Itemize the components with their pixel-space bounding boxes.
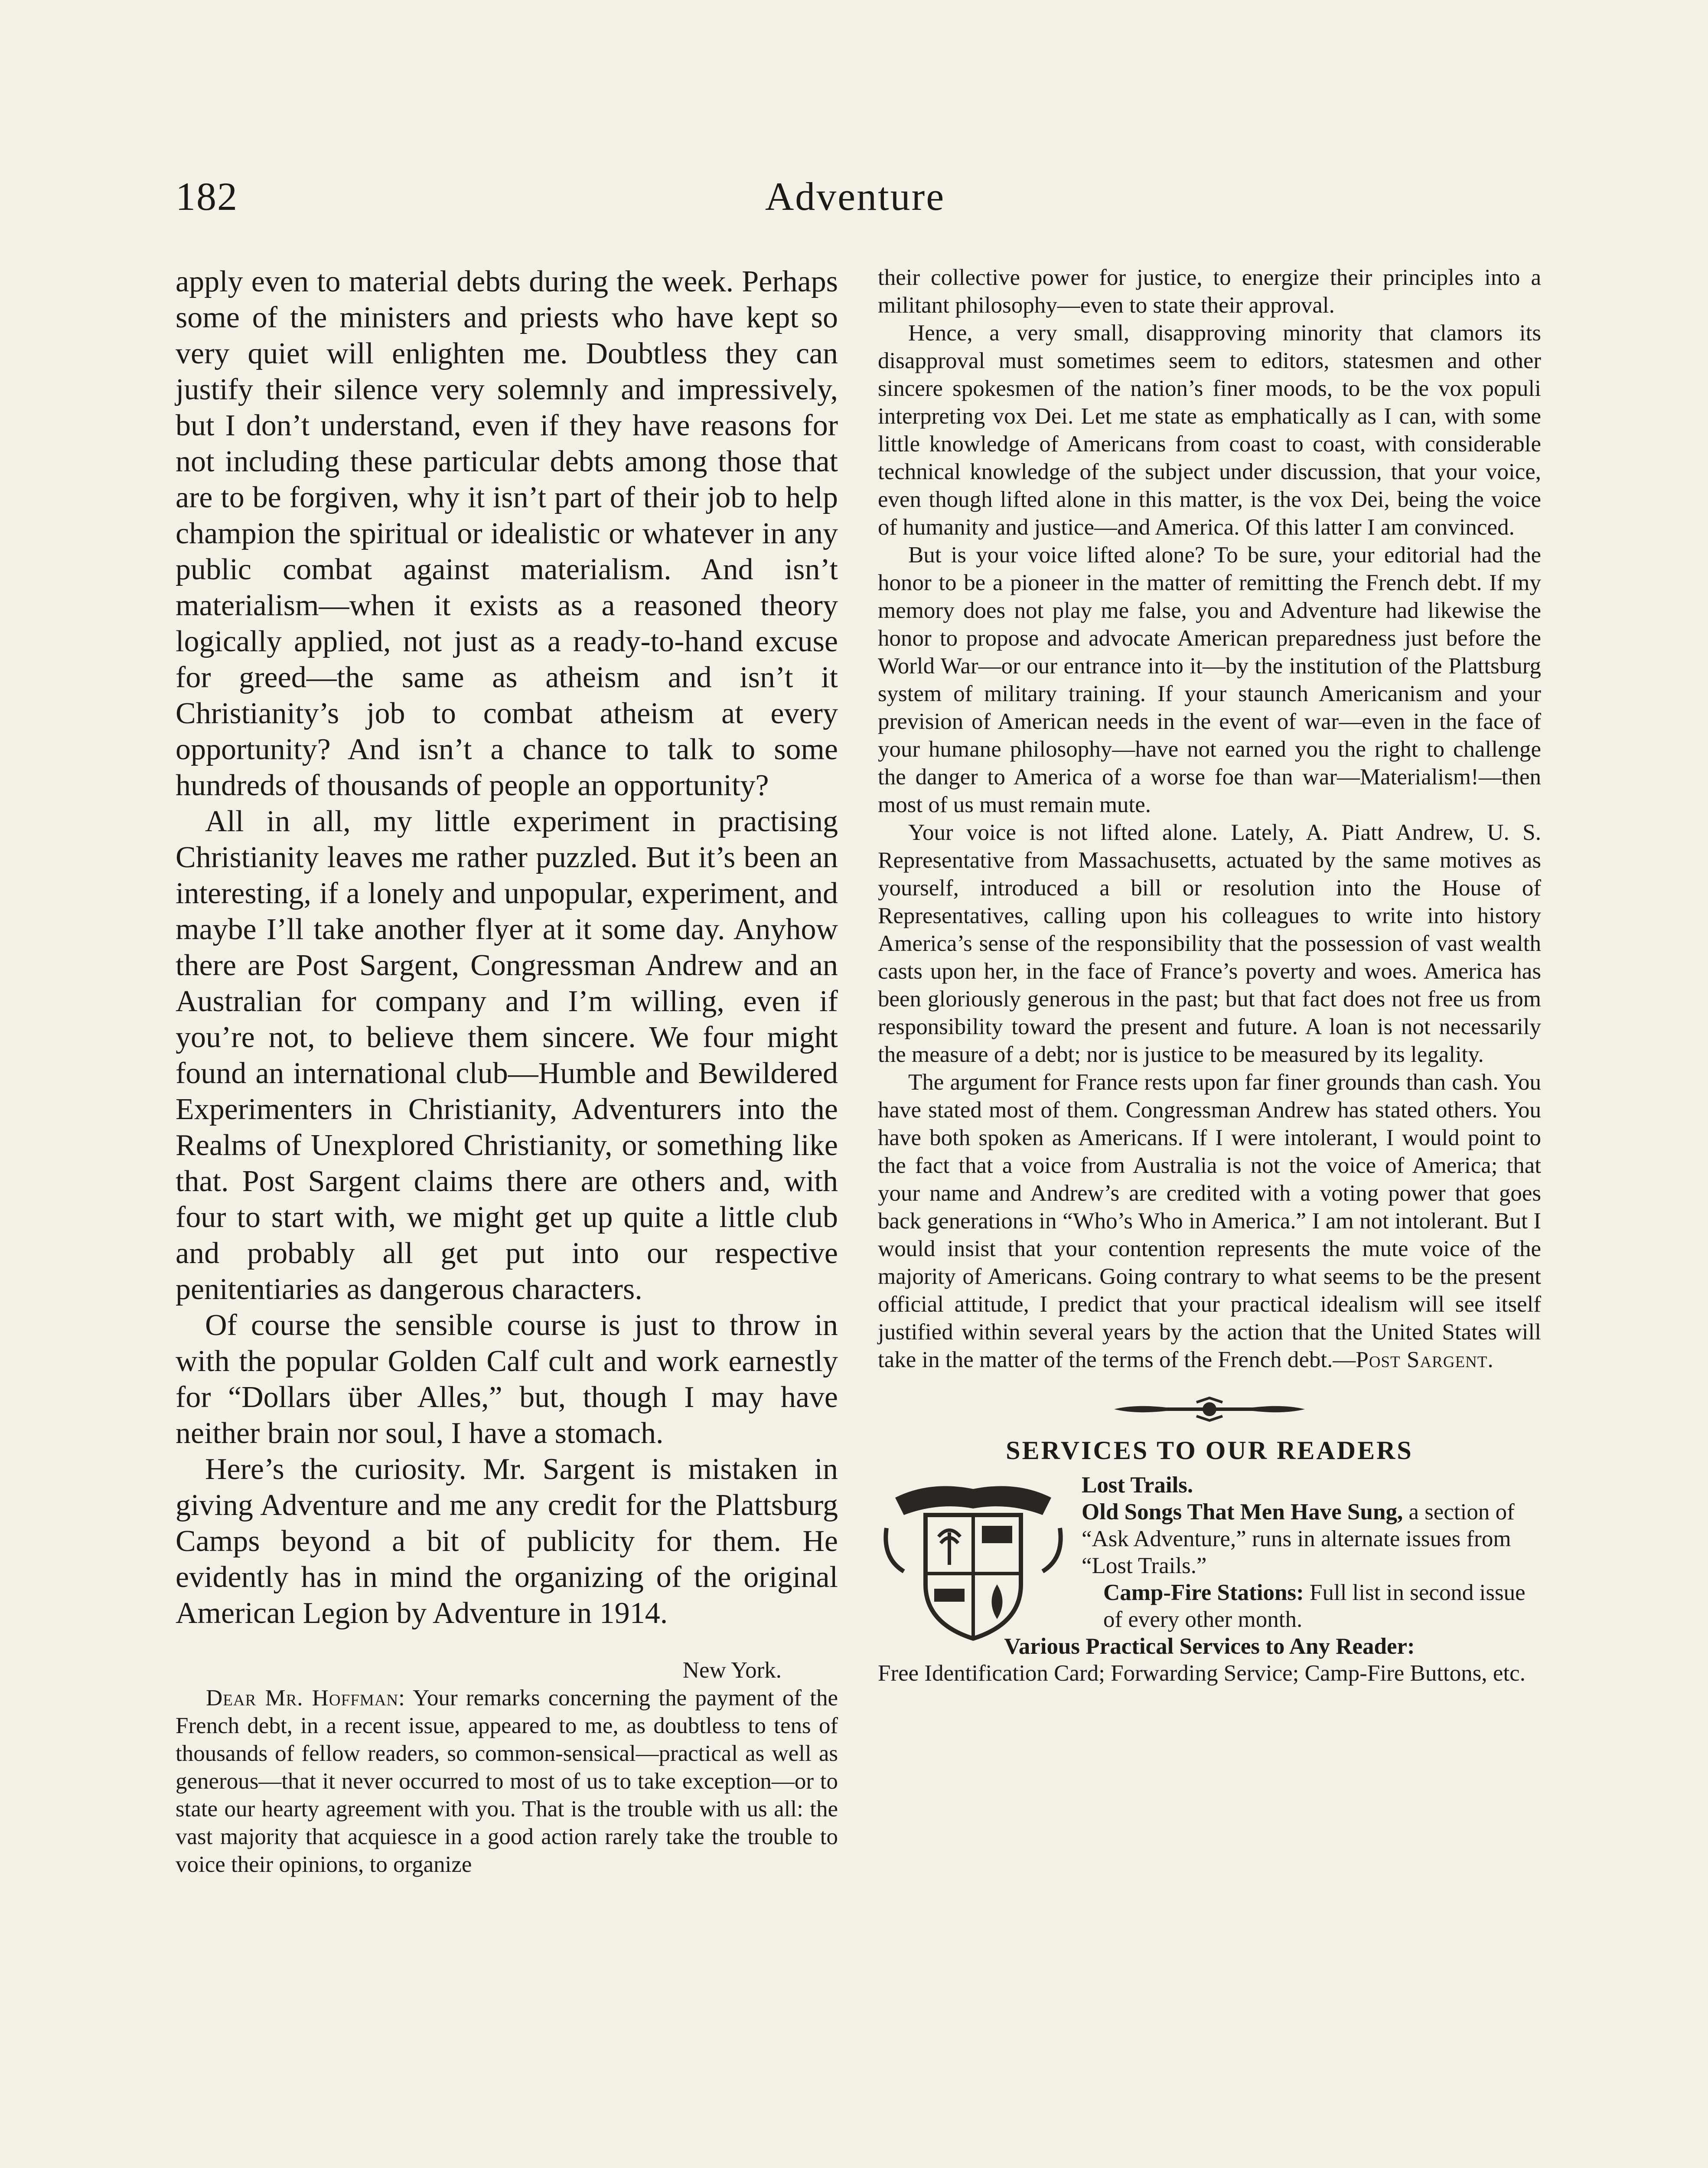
right-column [878,264,1541,1687]
services-heading: SERVICES TO OUR READERS [1006,1436,1413,1465]
paragraph: Of course the sensible course is just to throw in with the popular Golden Calf cult and work earnestly for “Dollars über Alles,” but, though I may have neither brain nor soul, I have a stomach. [176,1309,838,1450]
practical-services-text: Free Identification Card; Forwarding Service; Camp-Fire Buttons, etc. [878,1661,1525,1686]
letter-opening-paragraph [176,1684,838,1878]
ornamental-divider [1110,1396,1309,1422]
letter-start [176,1656,838,1878]
campfire-title: Camp-Fire Stations: [1103,1580,1304,1605]
services-block [878,1472,1541,1687]
letter-continued [878,264,1541,1374]
letter-opening-text: Your remarks concerning the payment of the French debt, in a recent issue, appeared to me, as doubtless to tens of thousands of fellow readers, so common-sensical—practical as well as generous—that it never occurred to most of us to take exception—or to state our hearty agreement with you. That is the trouble with us all: the vast majority that acquiesce in a good action rarely take the trouble to voice their opinions, to organize [176,1685,838,1877]
practical-services-title: Various Practical Services to Any Reader: [1004,1634,1415,1659]
old-songs-text: a section of “Ask Adventure,” runs in alternate issues from “Lost Trails.” [1082,1499,1515,1578]
paragraph: Your voice is not lifted alone. Lately, A. Piatt Andrew, U. S. Representative from Massachusetts, actuated by the same motives as yourself, introduced a bill or resolution into the House of Representatives, calling upon his colleagues to write into history America’s sense of the responsibility that the possession of vast wealth casts upon her, in the face of France’s poverty and woes. America has been gloriously generous in the past; but that fact does not free us from responsibility toward the present and future. A loan is not necessarily the measure of a debt; nor is justice to be measured by its legality. [878,820,1541,1067]
paragraph [878,1068,1541,1374]
paragraph: Here’s the curiosity. Mr. Sargent is mistaken in giving Adventure and me any credit for the Plattsburg Camps beyond a bit of publicity for them. He evidently has in mind the organizing of the original American Legion by Adventure in 1914. [176,1453,838,1630]
paragraph: their collective power for justice, to energize their principles into a militant philosophy—even to state their approval. [878,265,1541,318]
paragraph-text: The argument for France rests upon far finer grounds than cash. You have stated most of them. Congressman Andrew has stated others. You have both spoken as Americans. If I were intolerant, I would point to the fact that a voice from Australia is not the voice of America; that your name and Andrew’s are credited with a voting power that goes back generations in “Who’s Who in America.” I am not intolerant. But I would insist that your contention represents the mute voice of the majority of Americans. Going contrary to what seems to be the present official attitude, I predict that your practical idealism will see itself justified within several years by the action that the United States will take in the matter of the terms of the French debt.— [878,1070,1541,1372]
left-column [176,264,838,1878]
old-songs-title: Old Songs That Men Have Sung, [1082,1499,1403,1525]
paragraph: apply even to material debts during the week. Perhaps some of the ministers and priests who have kept so very quiet will enlighten me. Doubtless they can justify their silence very solemnly and impressively, but I don’t understand, even if they have reasons for not including these particular debts among those that are to be forgiven, why it isn’t part of their job to help champion the spiritual or idealistic or whatever in any public combat against materialism. And isn’t materialism—when it exists as a reasoned theory logically applied, not just as a ready-to-hand excuse for greed—the same as atheism and isn’t it Christianity’s job to combat atheism at every opportunity? And isn’t a chance to talk to some hundreds of thousands of people an opportunity? [176,265,838,802]
paragraph: But is your voice lifted alone? To be sure, your editorial had the honor to be a pioneer in the matter of remitting the French debt. If my memory does not play me false, you and Adventure had likewise the honor to propose and advocate American preparedness just before the World War—or our entrance into it—by the institution of the Plattsburg system of military training. If your staunch Americanism and your prevision of American needs in the event of war—even in the face of your humane philosophy—have not earned you the right to challenge the danger to America of a worse foe than war—Materialism!—then most of us must remain mute. [878,542,1541,817]
letter-dateline: New York. [682,1658,782,1683]
running-title: Adventure [765,174,945,219]
letter-signature: Post Sargent. [1356,1347,1494,1372]
editorial-text [176,264,838,1631]
page-number: 182 [176,174,238,219]
paragraph: All in all, my little experiment in practising Christianity leaves me rather puzzled. But it’s been an interesting, if a lonely and unpopular, experiment, and maybe I’ll take another flyer at it some day. Anyhow there are Post Sargent, Congressman Andrew and an Australian for company and I’m willing, even if you’re not, to believe them sincere. We four might found an international club—Humble and Bewildered Experimenters in Christianity, Adventurers into the Realms of Unexplored Christianity, or something like that. Post Sargent claims there are others and, with four to start with, we might get up quite a little club and probably all get put into our respective penitentiaries as dangerous characters. [176,805,838,1306]
letter-salutation: Dear Mr. Hoffman: [206,1685,405,1711]
adventure-emblem-icon [878,1472,1069,1645]
campfire-text: Full list in second issue of every other month. [1103,1580,1525,1632]
lost-trails-label: Lost Trails. [1082,1473,1193,1498]
page-header [176,168,1535,233]
paragraph: Hence, a very small, disapproving minority that clamors its disapproval must sometimes seem to editors, statesmen and other sincere spokesmen of the nation’s finer moods, to be the vox populi interpreting vox Dei. Let me state as emphatically as I can, with some little knowledge of Americans from coast to coast, with considerable technical knowledge of the subject under discussion, that your voice, even though lifted alone in this matter, is the vox Dei, being the voice of humanity and justice—and America. Of this latter I am convinced. [878,320,1541,540]
